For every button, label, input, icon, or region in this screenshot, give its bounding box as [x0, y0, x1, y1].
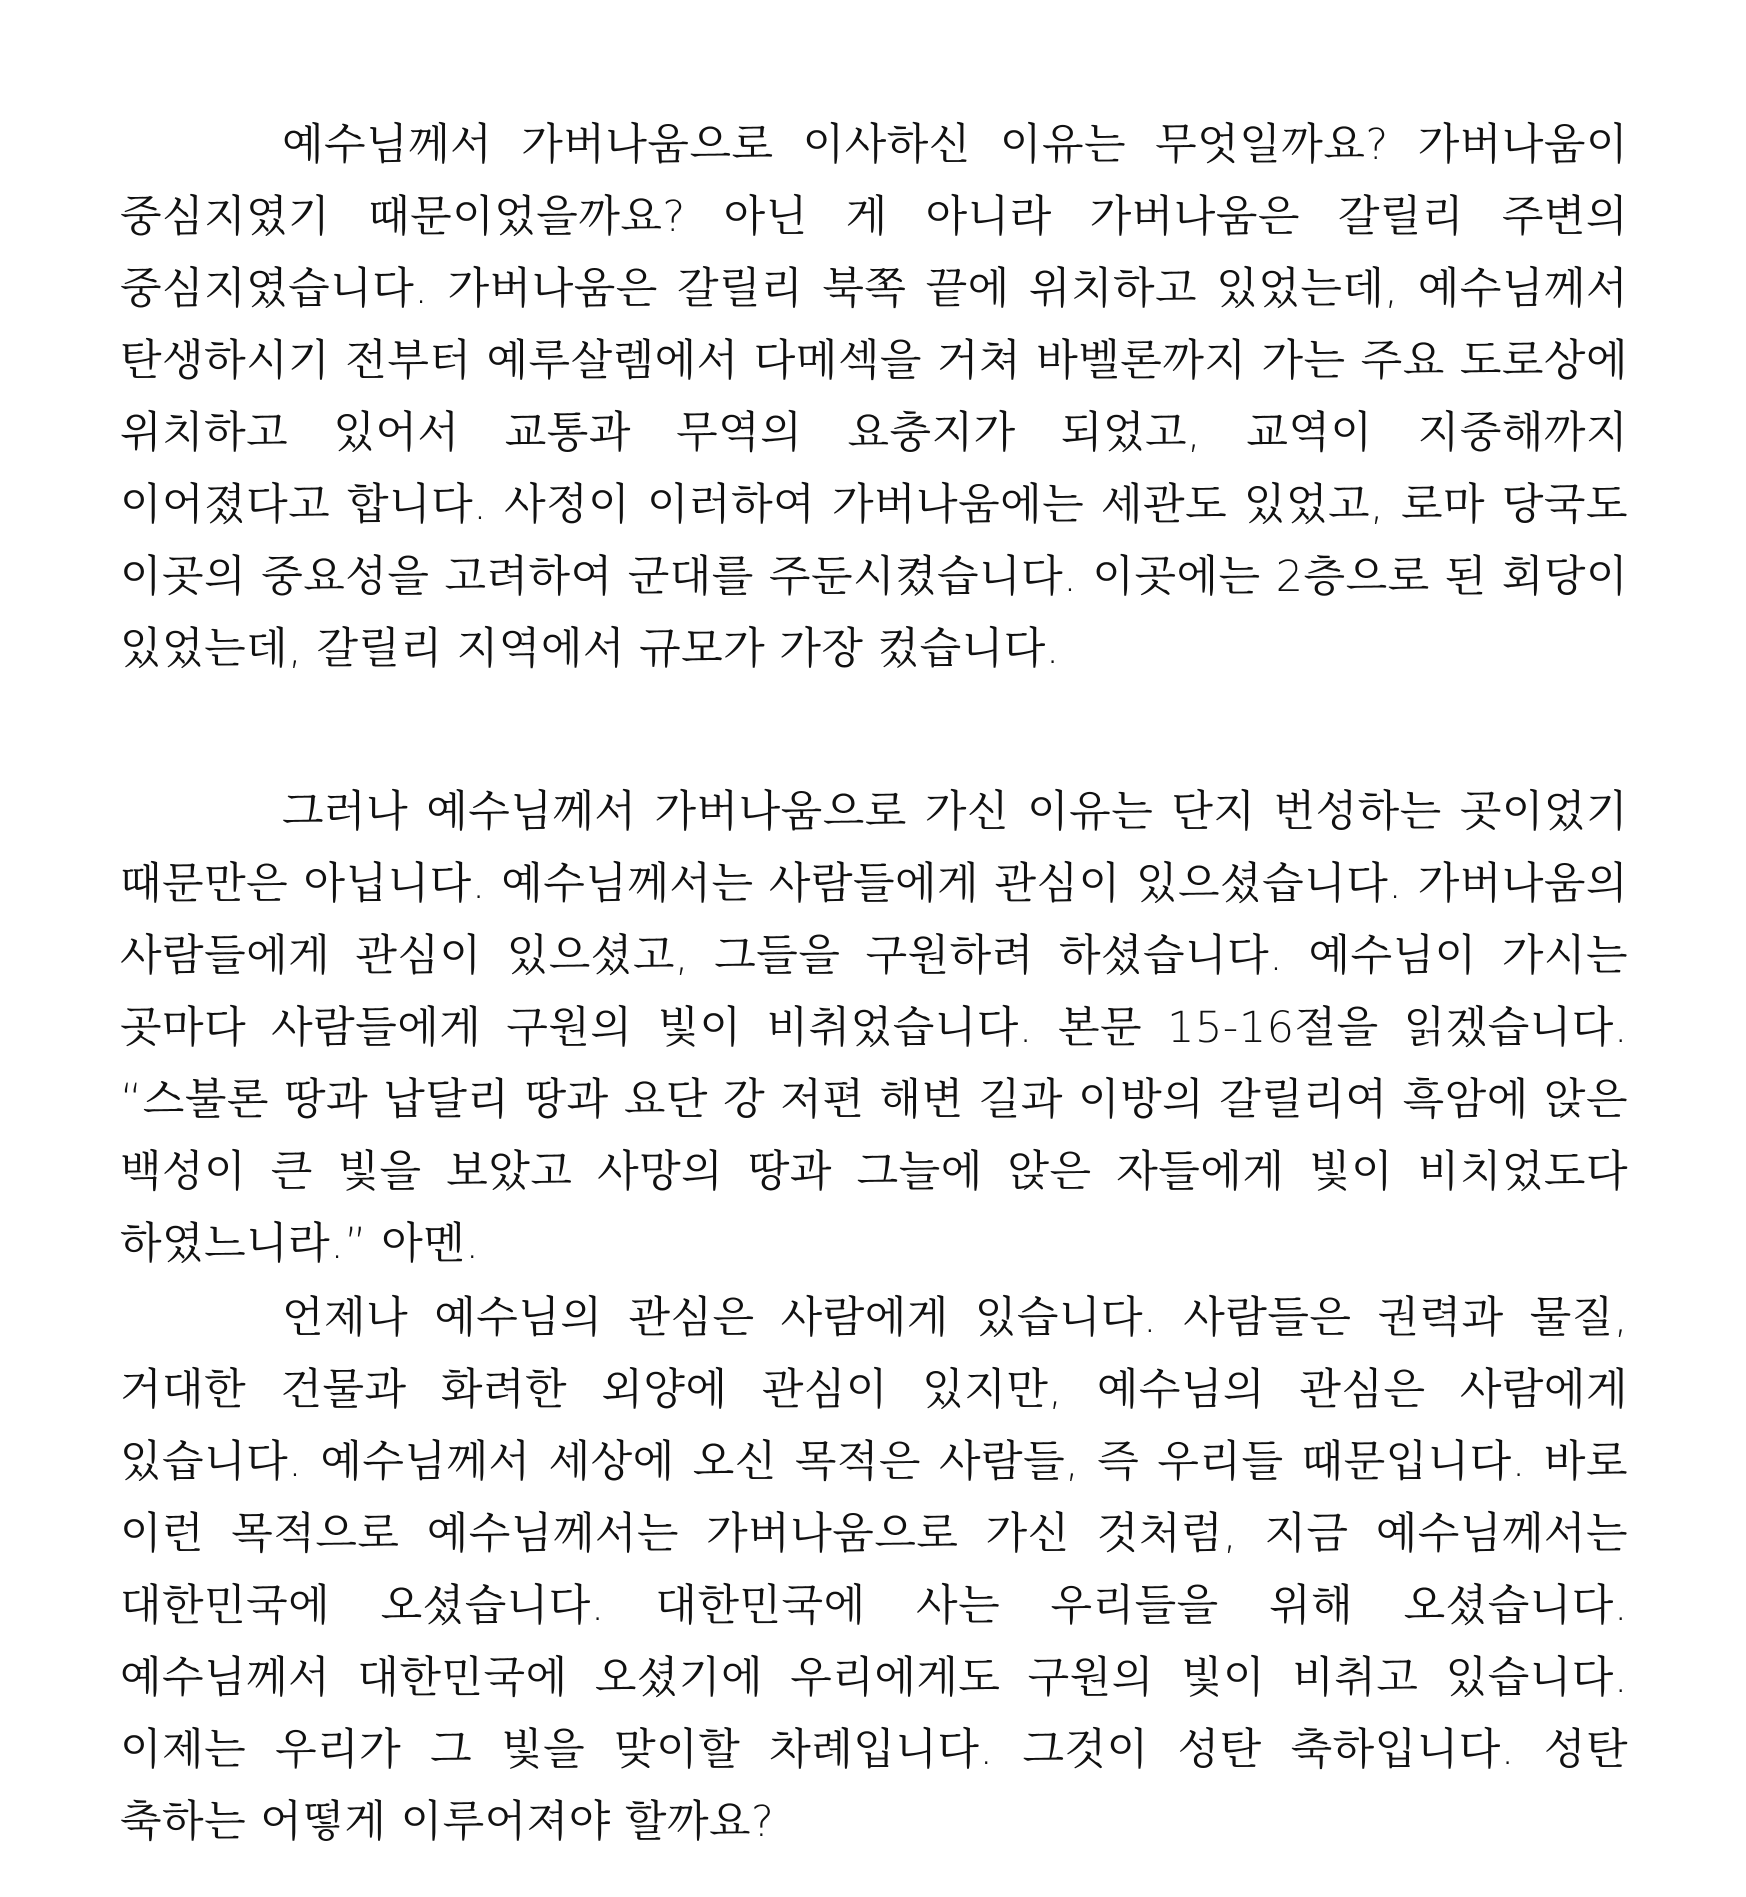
- paragraph-capernaum-history: 예수님께서 가버나움으로 이사하신 이유는 무엇일까요? 가버나움이 중심지였기 때문이었을까요? 아닌 게 아니라 가버나움은 갈릴리 주변의 중심지였습니다. 가버나움은 갈릴리 북쪽 끝에 위치하고 있었는데, 예수님께서 탄생하시기 전부터 예루살렘에서 다메섹을 거쳐 바벨론까지 가는 주요 도로상에 위치하고 있어서 교통과 무역의 요충지가 되었고, 교역이 지중해까지 이어졌다고 합니다. 사정이 이러하여 가버나움에는 세관도 있었고, 로마 당국도 이곳의 중요성을 고려하여 군대를 주둔시켰습니다. 이곳에는 2층으로 된 회당이 있었는데, 갈릴리 지역에서 규모가 가장 컸습니다.: [120, 120, 1628, 674]
- paragraph-interest-in-people: 그러나 예수님께서 가버나움으로 가신 이유는 단지 번성하는 곳이었기 때문만은 아닙니다. 예수님께서는 사람들에게 관심이 있으셨습니다. 가버나움의 사람들에게 관심이 있으셨고, 그들을 구원하려 하셨습니다. 예수님이 가시는 곳마다 사람들에게 구원의 빛이 비취었습니다. 본문 15-16절을 읽겠습니다. “스불론 땅과 납달리 땅과 요단 강 저편 해변 길과 이방의 갈릴리여 흑암에 앉은 백성이 큰 빛을 보았고 사망의 땅과 그늘에 앉은 자들에게 빛이 비치었도다 하였느니라.” 아멘.: [120, 787, 1628, 1269]
- paragraph-christmas-celebration: 언제나 예수님의 관심은 사람에게 있습니다. 사람들은 권력과 물질, 거대한 건물과 화려한 외양에 관심이 있지만, 예수님의 관심은 사람에게 있습니다. 예수님께서 세상에 오신 목적은 사람들, 즉 우리들 때문입니다. 바로 이런 목적으로 예수님께서는 가버나움으로 가신 것처럼, 지금 예수님께서는 대한민국에 오셨습니다. 대한민국에 사는 우리들을 위해 오셨습니다. 예수님께서 대한민국에 오셨기에 우리에게도 구원의 빛이 비취고 있습니다. 이제는 우리가 그 빛을 맞이할 차례입니다. 그것이 성탄 축하입니다. 성탄 축하는 어떻게 이루어져야 할까요?: [120, 1293, 1628, 1847]
